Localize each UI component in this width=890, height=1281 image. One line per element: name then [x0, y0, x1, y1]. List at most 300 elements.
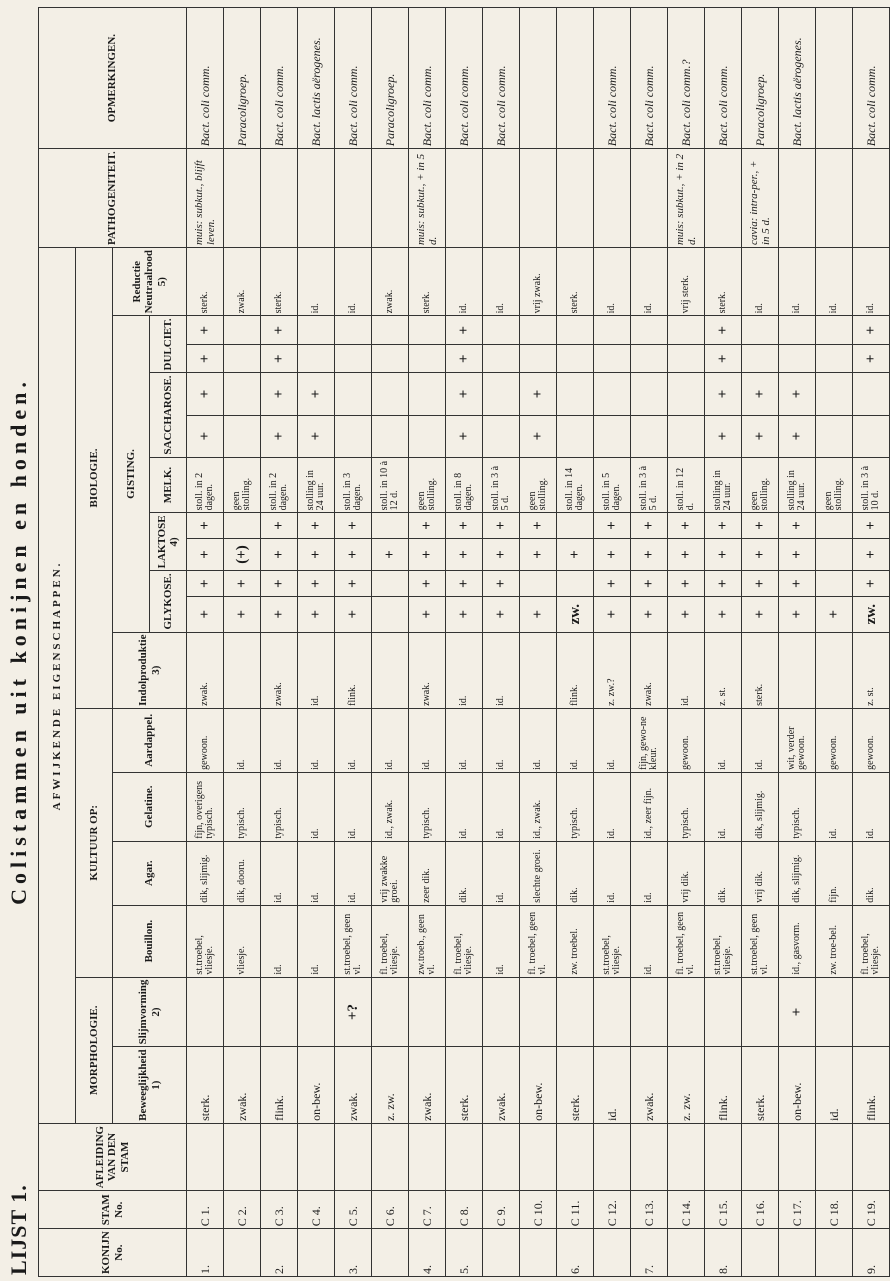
konijn-cell — [779, 1229, 816, 1277]
dulciet-g-cell — [520, 316, 557, 345]
bouillon-cell: zw.troeb., geen vl. — [409, 905, 446, 977]
gelatine-cell: typisch. — [557, 772, 594, 841]
gelatine-cell: dik, slijmig. — [742, 772, 779, 841]
bouillon-cell: st.troebel, geen vl. — [335, 905, 372, 977]
bouillon-cell: st.troebel, vliesje. — [705, 905, 742, 977]
table-row — [298, 8, 335, 1277]
gelatine-cell: id. — [446, 772, 483, 841]
agar-cell: id. — [261, 841, 298, 905]
aardappel-cell: id. — [705, 708, 742, 772]
glykose-z-cell: + — [409, 596, 446, 632]
laktose-z-cell: + — [705, 538, 742, 571]
dulciet-z-cell — [631, 344, 668, 373]
laktose-g-cell: + — [409, 513, 446, 538]
laktose-g-cell: + — [298, 513, 335, 538]
slijmvorming-cell — [705, 977, 742, 1047]
afleiding-cell — [779, 1123, 816, 1190]
dulciet-g-cell — [483, 316, 520, 345]
saccharose-g-cell — [224, 373, 261, 415]
indol-cell: zwak. — [631, 632, 668, 708]
beweeglijkheid-cell: sterk. — [557, 1047, 594, 1124]
stam-cell: C 8. — [446, 1191, 483, 1229]
agar-cell: dik, dooru. — [224, 841, 261, 905]
melk-cell: stoll. in 10 à 12 d. — [372, 457, 409, 513]
table-row — [372, 8, 409, 1277]
afleiding-cell — [668, 1123, 705, 1190]
melk-cell: geen stolling. — [742, 457, 779, 513]
indol-cell — [779, 632, 816, 708]
reductie-cell: sterk. — [557, 248, 594, 316]
saccharose-g-cell: + — [520, 373, 557, 415]
gelatine-cell: id., zeer fijn. — [631, 772, 668, 841]
laktose-g-cell: + — [446, 513, 483, 538]
gelatine-cell: id., zwak. — [520, 772, 557, 841]
indol-cell: z. st. — [705, 632, 742, 708]
laktose-g-cell: + — [705, 513, 742, 538]
glykose-g-cell: + — [298, 571, 335, 596]
opmerking-cell: Bact. lactis aërogenes. — [779, 8, 816, 149]
saccharose-z-cell — [594, 415, 631, 457]
aardappel-cell: gewoon. — [853, 708, 890, 772]
slijmvorming-cell — [446, 977, 483, 1047]
dulciet-z-cell — [557, 344, 594, 373]
glykose-g-cell: + — [224, 571, 261, 596]
glykose-z-cell: zw. — [853, 596, 890, 632]
bouillon-cell: fl. troebel, geen vl. — [668, 905, 705, 977]
agar-cell: slechte groei. — [520, 841, 557, 905]
glykose-g-cell — [557, 571, 594, 596]
gelatine-cell: typisch. — [261, 772, 298, 841]
pathogeniteit-cell — [853, 149, 890, 248]
table-row — [631, 8, 668, 1277]
glykose-z-cell: + — [224, 596, 261, 632]
slijmvorming-cell — [483, 977, 520, 1047]
agar-cell: zeer dik. — [409, 841, 446, 905]
stam-cell: C 13. — [631, 1191, 668, 1229]
melk-cell: stoll. in 3 à 5 d. — [631, 457, 668, 513]
slijmvorming-cell — [742, 977, 779, 1047]
header-slijmvorming: Slijmvorming 2) — [113, 977, 187, 1047]
gelatine-cell: id. — [335, 772, 372, 841]
slijmvorming-cell — [298, 977, 335, 1047]
dulciet-z-cell — [224, 344, 261, 373]
melk-cell: geen stolling. — [224, 457, 261, 513]
opmerking-cell — [520, 8, 557, 149]
afleiding-cell — [631, 1123, 668, 1190]
glykose-z-cell: + — [335, 596, 372, 632]
agar-cell: id. — [594, 841, 631, 905]
reductie-cell: id. — [631, 248, 668, 316]
gelatine-cell: typisch. — [668, 772, 705, 841]
reductie-cell: sterk. — [261, 248, 298, 316]
table-row — [446, 8, 483, 1277]
dulciet-g-cell — [631, 316, 668, 345]
konijn-cell — [372, 1229, 409, 1277]
glykose-z-cell — [372, 596, 409, 632]
afleiding-cell — [446, 1123, 483, 1190]
dulciet-z-cell: + — [187, 344, 224, 373]
table-row — [742, 8, 779, 1277]
laktose-z-cell: + — [446, 538, 483, 571]
slijmvorming-cell — [668, 977, 705, 1047]
konijn-cell: 3. — [335, 1229, 372, 1277]
bouillon-cell: id. — [483, 905, 520, 977]
slijmvorming-cell — [631, 977, 668, 1047]
melk-cell: stoll. in 3 à 10 d. — [853, 457, 890, 513]
header-opmerkingen: OPMERKINGEN. — [39, 8, 187, 149]
laktose-z-cell: + — [853, 538, 890, 571]
saccharose-g-cell: + — [187, 373, 224, 415]
laktose-z-cell: + — [372, 538, 409, 571]
bouillon-cell: vliesje. — [224, 905, 261, 977]
pathogeniteit-cell — [261, 149, 298, 248]
beweeglijkheid-cell: sterk. — [742, 1047, 779, 1124]
dulciet-z-cell: + — [853, 344, 890, 373]
reductie-cell: id. — [335, 248, 372, 316]
glykose-z-cell: + — [594, 596, 631, 632]
stam-cell: C 5. — [335, 1191, 372, 1229]
saccharose-z-cell — [409, 415, 446, 457]
glykose-z-cell: + — [779, 596, 816, 632]
dulciet-z-cell — [372, 344, 409, 373]
laktose-z-cell: (+) — [224, 538, 261, 571]
dulciet-g-cell — [742, 316, 779, 345]
afleiding-cell — [409, 1123, 446, 1190]
laktose-g-cell: + — [187, 513, 224, 538]
gelatine-cell: id. — [298, 772, 335, 841]
header-gelatine: Gelatine. — [113, 772, 187, 841]
glykose-g-cell: + — [446, 571, 483, 596]
agar-cell: dik, slijmig. — [779, 841, 816, 905]
glykose-g-cell: + — [705, 571, 742, 596]
pathogeniteit-cell — [298, 149, 335, 248]
dulciet-g-cell: + — [853, 316, 890, 345]
agar-cell: id. — [631, 841, 668, 905]
header-laktose: LAKTOSE 4) — [150, 513, 187, 571]
saccharose-g-cell: + — [261, 373, 298, 415]
aardappel-cell: gewoon. — [816, 708, 853, 772]
gelatine-cell: id. — [816, 772, 853, 841]
melk-cell: stoll. in 2 dagen. — [261, 457, 298, 513]
pathogeniteit-cell: muis: subkut., blijft leven. — [187, 149, 224, 248]
pathogeniteit-cell — [631, 149, 668, 248]
saccharose-z-cell — [631, 415, 668, 457]
slijmvorming-cell: + — [779, 977, 816, 1047]
dulciet-z-cell — [335, 344, 372, 373]
beweeglijkheid-cell: id. — [594, 1047, 631, 1124]
melk-cell: stoll. in 3 à 5 d. — [483, 457, 520, 513]
stam-cell: C 19. — [853, 1191, 890, 1229]
laktose-z-cell: + — [742, 538, 779, 571]
opmerking-cell: Bact. coli comm. — [705, 8, 742, 149]
melk-cell: stoll. in 5 dagen. — [594, 457, 631, 513]
glykose-z-cell: + — [446, 596, 483, 632]
opmerking-cell: Bact. coli comm. — [446, 8, 483, 149]
laktose-g-cell: + — [853, 513, 890, 538]
reductie-cell: sterk. — [187, 248, 224, 316]
slijmvorming-cell — [557, 977, 594, 1047]
gelatine-cell: id. — [483, 772, 520, 841]
glykose-g-cell: + — [483, 571, 520, 596]
indol-cell — [372, 632, 409, 708]
table-row — [816, 8, 853, 1277]
laktose-g-cell: + — [742, 513, 779, 538]
header-morphologie: MORPHOLOGIE. — [76, 977, 113, 1123]
opmerking-cell: Bact. coli comm. — [409, 8, 446, 149]
table-row — [557, 8, 594, 1277]
reductie-cell: id. — [298, 248, 335, 316]
laktose-z-cell: + — [594, 538, 631, 571]
glykose-g-cell: + — [742, 571, 779, 596]
agar-cell: dik, slijmig. — [187, 841, 224, 905]
stam-cell: C 12. — [594, 1191, 631, 1229]
afleiding-cell — [372, 1123, 409, 1190]
stam-cell: C 17. — [779, 1191, 816, 1229]
beweeglijkheid-cell: zwak. — [335, 1047, 372, 1124]
slijmvorming-cell — [816, 977, 853, 1047]
reductie-cell: vrij sterk. — [668, 248, 705, 316]
glykose-g-cell: + — [409, 571, 446, 596]
aardappel-cell: id. — [594, 708, 631, 772]
glykose-z-cell: zw. — [557, 596, 594, 632]
bouillon-cell: id. — [261, 905, 298, 977]
melk-cell: stoll. in 3 dagen. — [335, 457, 372, 513]
opmerking-cell — [557, 8, 594, 149]
slijmvorming-cell — [853, 977, 890, 1047]
reductie-cell: id. — [816, 248, 853, 316]
slijmvorming-cell — [594, 977, 631, 1047]
reductie-cell: id. — [446, 248, 483, 316]
gelatine-cell: typisch. — [779, 772, 816, 841]
glykose-z-cell: + — [705, 596, 742, 632]
agar-cell: vrij zwakke groei. — [372, 841, 409, 905]
indol-cell — [224, 632, 261, 708]
afleiding-cell — [483, 1123, 520, 1190]
laktose-z-cell: + — [483, 538, 520, 571]
laktose-z-cell — [816, 538, 853, 571]
dulciet-g-cell — [224, 316, 261, 345]
melk-cell: stolling in 24 uur. — [779, 457, 816, 513]
dulciet-z-cell: + — [705, 344, 742, 373]
konijn-cell: 6. — [557, 1229, 594, 1277]
bouillon-cell: fl. troebel, vliesje. — [372, 905, 409, 977]
saccharose-z-cell: + — [520, 415, 557, 457]
stam-cell: C 18. — [816, 1191, 853, 1229]
beweeglijkheid-cell: on-bew. — [520, 1047, 557, 1124]
laktose-g-cell: + — [520, 513, 557, 538]
saccharose-z-cell — [483, 415, 520, 457]
table-row — [187, 8, 224, 1277]
pathogeniteit-cell — [335, 149, 372, 248]
saccharose-z-cell: + — [446, 415, 483, 457]
indol-cell — [520, 632, 557, 708]
beweeglijkheid-cell: zwak. — [631, 1047, 668, 1124]
saccharose-z-cell: + — [298, 415, 335, 457]
opmerking-cell: Bact. lactis aërogenes. — [298, 8, 335, 149]
table-row — [409, 8, 446, 1277]
dulciet-g-cell: + — [446, 316, 483, 345]
indol-cell: id. — [446, 632, 483, 708]
glykose-z-cell: + — [261, 596, 298, 632]
bouillon-cell: st.troebel, vliesje. — [594, 905, 631, 977]
afleiding-cell — [224, 1123, 261, 1190]
aardappel-cell: id. — [372, 708, 409, 772]
agar-cell: dik. — [557, 841, 594, 905]
beweeglijkheid-cell: on-bew. — [779, 1047, 816, 1124]
stam-cell: C 10. — [520, 1191, 557, 1229]
dulciet-g-cell: + — [261, 316, 298, 345]
laktose-g-cell: + — [668, 513, 705, 538]
laktose-z-cell: + — [668, 538, 705, 571]
gelatine-cell: id. — [594, 772, 631, 841]
bouillon-cell: id. — [631, 905, 668, 977]
saccharose-g-cell — [594, 373, 631, 415]
header-beweeglijkheid: Beweeglijkheid 1) — [113, 1047, 187, 1124]
opmerking-cell: Bact. coli comm. — [187, 8, 224, 149]
dulciet-z-cell — [779, 344, 816, 373]
stam-cell: C 2. — [224, 1191, 261, 1229]
beweeglijkheid-cell: flink. — [705, 1047, 742, 1124]
reductie-cell: id. — [853, 248, 890, 316]
indol-cell: id. — [483, 632, 520, 708]
dulciet-g-cell — [298, 316, 335, 345]
reductie-cell: id. — [779, 248, 816, 316]
opmerking-cell: Bact. coli comm. — [483, 8, 520, 149]
gelatine-cell: typisch. — [409, 772, 446, 841]
saccharose-z-cell — [668, 415, 705, 457]
saccharose-z-cell: + — [261, 415, 298, 457]
reductie-cell: id. — [742, 248, 779, 316]
aardappel-cell: gewoon. — [668, 708, 705, 772]
table-row — [779, 8, 816, 1277]
saccharose-z-cell: + — [742, 415, 779, 457]
pathogeniteit-cell — [557, 149, 594, 248]
melk-cell: stoll. in 8 dagen. — [446, 457, 483, 513]
pathogeniteit-cell — [779, 149, 816, 248]
indol-cell — [816, 632, 853, 708]
beweeglijkheid-cell: z. zw. — [668, 1047, 705, 1124]
afleiding-cell — [853, 1123, 890, 1190]
table-row — [483, 8, 520, 1277]
slijmvorming-cell — [224, 977, 261, 1047]
laktose-z-cell: + — [779, 538, 816, 571]
saccharose-z-cell — [335, 415, 372, 457]
gelatine-cell: id. — [705, 772, 742, 841]
glykose-g-cell — [520, 571, 557, 596]
aardappel-cell: fijn, gewo-ne kleur. — [631, 708, 668, 772]
laktose-g-cell: + — [483, 513, 520, 538]
konijn-cell — [520, 1229, 557, 1277]
pathogeniteit-cell — [816, 149, 853, 248]
opmerking-cell: Bact. coli comm. — [335, 8, 372, 149]
reductie-cell: zwak. — [372, 248, 409, 316]
table-row — [261, 8, 298, 1277]
opmerking-cell: Bact. coli comm. — [631, 8, 668, 149]
dulciet-z-cell — [483, 344, 520, 373]
agar-cell: vrij dik. — [742, 841, 779, 905]
agar-cell: dik. — [446, 841, 483, 905]
indol-cell: zwak. — [187, 632, 224, 708]
laktose-g-cell — [557, 513, 594, 538]
aardappel-cell: id. — [409, 708, 446, 772]
saccharose-g-cell — [483, 373, 520, 415]
aardappel-cell: id. — [335, 708, 372, 772]
coli-strains-table — [38, 7, 890, 1277]
glykose-g-cell: + — [335, 571, 372, 596]
dulciet-z-cell — [668, 344, 705, 373]
dulciet-g-cell — [668, 316, 705, 345]
beweeglijkheid-cell: sterk. — [187, 1047, 224, 1124]
reductie-cell: id. — [483, 248, 520, 316]
header-dulciet: DULCIET. — [150, 316, 187, 373]
melk-cell: stoll. in 12 d. — [668, 457, 705, 513]
afleiding-cell — [705, 1123, 742, 1190]
stam-cell: C 1. — [187, 1191, 224, 1229]
laktose-z-cell: + — [631, 538, 668, 571]
reductie-cell: sterk. — [409, 248, 446, 316]
saccharose-g-cell — [335, 373, 372, 415]
konijn-cell — [224, 1229, 261, 1277]
beweeglijkheid-cell: sterk. — [446, 1047, 483, 1124]
pathogeniteit-cell — [446, 149, 483, 248]
slijmvorming-cell — [520, 977, 557, 1047]
afleiding-cell — [594, 1123, 631, 1190]
table-row — [853, 8, 890, 1277]
glykose-z-cell: + — [742, 596, 779, 632]
dulciet-z-cell: + — [261, 344, 298, 373]
glykose-g-cell: + — [261, 571, 298, 596]
laktose-z-cell: + — [557, 538, 594, 571]
laktose-z-cell: + — [187, 538, 224, 571]
opmerking-cell: Bact. coli comm. — [261, 8, 298, 149]
saccharose-g-cell: + — [779, 373, 816, 415]
glykose-g-cell: + — [187, 571, 224, 596]
table-row — [224, 8, 261, 1277]
pathogeniteit-cell — [705, 149, 742, 248]
stam-cell: C 6. — [372, 1191, 409, 1229]
bouillon-cell: st.troebel, vliesje. — [187, 905, 224, 977]
saccharose-g-cell — [853, 373, 890, 415]
agar-cell: id. — [335, 841, 372, 905]
table-body — [187, 8, 890, 1277]
dulciet-g-cell — [779, 316, 816, 345]
saccharose-g-cell — [372, 373, 409, 415]
slijmvorming-cell — [409, 977, 446, 1047]
gelatine-cell: fijn, overigens typisch. — [187, 772, 224, 841]
beweeglijkheid-cell: flink. — [261, 1047, 298, 1124]
aardappel-cell: id. — [224, 708, 261, 772]
laktose-g-cell: + — [594, 513, 631, 538]
indol-cell: id. — [668, 632, 705, 708]
table-caption: Colistammen uit konijnen en honden. — [6, 377, 31, 905]
saccharose-z-cell — [372, 415, 409, 457]
konijn-cell: 4. — [409, 1229, 446, 1277]
stam-cell: C 7. — [409, 1191, 446, 1229]
header-glykose: GLYKOSE. — [150, 571, 187, 632]
opmerking-cell: Bact. coli comm. — [853, 8, 890, 149]
konijn-cell: 1. — [187, 1229, 224, 1277]
list-label: LIJST 1. — [6, 1184, 31, 1275]
glykose-g-cell — [372, 571, 409, 596]
dulciet-z-cell — [742, 344, 779, 373]
pathogeniteit-cell — [520, 149, 557, 248]
agar-cell: id. — [298, 841, 335, 905]
table-row — [335, 8, 372, 1277]
beweeglijkheid-cell: zwak. — [409, 1047, 446, 1124]
laktose-g-cell — [372, 513, 409, 538]
saccharose-g-cell — [816, 373, 853, 415]
laktose-g-cell: + — [261, 513, 298, 538]
